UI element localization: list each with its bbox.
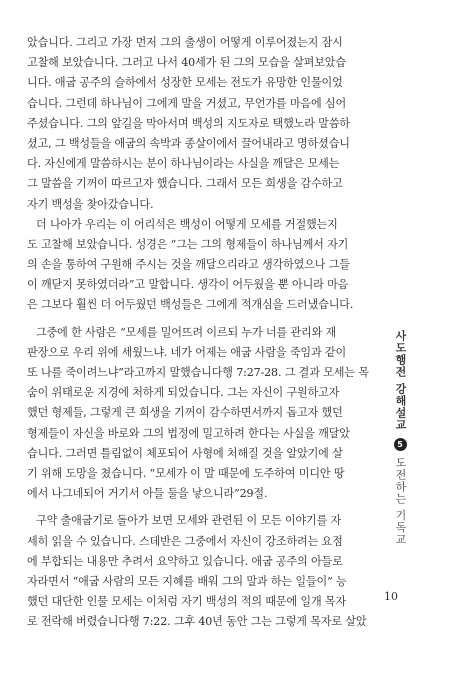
text-line: 이 깨닫지 못하였더라”고 말합니다. 생각이 어두웠을 뿐 아니라 마음 bbox=[27, 278, 349, 292]
text-line: 했던 형제들, 그렇게 큰 희생을 기꺼이 감수하면서까지 돕고자 했던 bbox=[27, 406, 343, 420]
text-line: 자기 백성을 찾아갔습니다. bbox=[27, 197, 154, 211]
text-line: 습니다. 그러면 틀림없이 체포되어 사형에 처해질 것을 알았기에 살 bbox=[27, 446, 343, 460]
text-line: 주셨습니다. 그의 앞길을 막아서며 백성의 지도자로 택했노라 말씀하 bbox=[27, 116, 350, 130]
text-line: 도 고찰해 보았습니다. 성경은 “그는 그의 형제들이 하나님께서 자기 bbox=[27, 237, 349, 251]
text-line: 기 위해 도망을 쳤습니다. “모세가 이 말 때문에 도주하여 미디안 땅 bbox=[27, 466, 345, 480]
page-number: 10 bbox=[384, 590, 398, 603]
text-line: 더 나아가 우리는 이 어리석은 백성이 어떻게 모세를 거절했는지 bbox=[36, 217, 338, 231]
text-line: 셨고, 그 백성들을 애굽의 속박과 종살이에서 끌어내라고 명하셨습니 bbox=[27, 136, 350, 150]
text-line: 로 전락해 버렸습니다행 7:22. 그후 40년 동안 그는 그렇게 목자로 살았 bbox=[27, 615, 367, 629]
text-line: 그 말씀을 기꺼이 따르고자 했습니다. 그래서 모든 희생을 감수하고 bbox=[27, 177, 343, 191]
book-title: 사도행전 강해설교 bbox=[394, 330, 407, 431]
paragraph-3 bbox=[27, 323, 369, 505]
text-line: 의 손을 통하여 구원해 주시는 것을 깨달으리라고 생각하였으나 그들 bbox=[27, 258, 350, 272]
text-line: 은 그보다 훨씬 더 어두웠던 백성들은 그에게 적개심을 드러냈습니다. bbox=[27, 298, 354, 312]
text-line: 에 부합되는 내용만 추려서 요약하고 있습니다. 애굽 공주의 아들로 bbox=[27, 554, 343, 568]
chapter-number-badge: 5 bbox=[394, 438, 407, 451]
text-line: 에서 나그네되어 거기서 아들 둘을 낳으니라”29절. bbox=[27, 487, 268, 501]
text-line: 습니다. 그런데 하나님이 그에게 말을 거셨고, 무언가를 마음에 심어 bbox=[27, 96, 347, 110]
text-line: 세히 읽을 수 있습니다. 스데반은 그중에서 자신이 강조하려는 요점 bbox=[27, 534, 343, 548]
text-line: 했던 대단한 인물 모세는 이처럼 자기 백성의 적의 때문에 일개 목자 bbox=[27, 595, 347, 609]
text-line: 았습니다. 그리고 가장 먼저 그의 출생이 어떻게 이루어졌는지 잠시 bbox=[27, 36, 343, 49]
text-line: 판장으로 우리 위에 세웠느냐. 네가 어제는 애굽 사람을 죽임과 같이 bbox=[27, 345, 347, 359]
text-line: 그중에 한 사람은 “모세를 밀어뜨려 이르되 누가 너를 관리와 재 bbox=[36, 325, 337, 339]
text-line: 다. 자신에게 말씀하시는 분이 하나님이라는 사실을 깨달은 모세는 bbox=[27, 157, 340, 171]
text-line: 구약 출애굽기로 돌아가 보면 모세와 관련된 이 모든 이야기를 자 bbox=[36, 514, 342, 528]
text-line: 니다. 애굽 공주의 슬하에서 성장한 모세는 전도가 유망한 인물이었 bbox=[27, 76, 343, 90]
paragraph-4 bbox=[27, 511, 369, 632]
chapter-title: 도전하는 기독교 bbox=[394, 456, 407, 546]
body-text bbox=[27, 33, 369, 632]
text-line: 형제들이 자신을 바로와 그의 법정에 밀고하려 한다는 사실을 깨달았 bbox=[27, 426, 350, 440]
text-line: 숨이 위태로운 지경에 처하게 되었습니다. 그는 자신이 구원하고자 bbox=[27, 386, 340, 400]
text-line: 고찰해 보았습니다. 그러고 나서 40세가 된 그의 모습을 살펴보았습 bbox=[27, 56, 346, 70]
text-line: 또 나를 죽이려느냐”라고까지 말했습니다행 7:27-28. 그 결과 모세는 목 bbox=[27, 366, 369, 379]
text-line: 자라면서 “애굽 사람의 모든 지혜를 배워 그의 말과 하는 일들이” 능 bbox=[27, 574, 347, 588]
paragraph-1 bbox=[27, 33, 369, 215]
chapter-side-tab bbox=[386, 330, 414, 545]
paragraph-2 bbox=[27, 215, 369, 316]
